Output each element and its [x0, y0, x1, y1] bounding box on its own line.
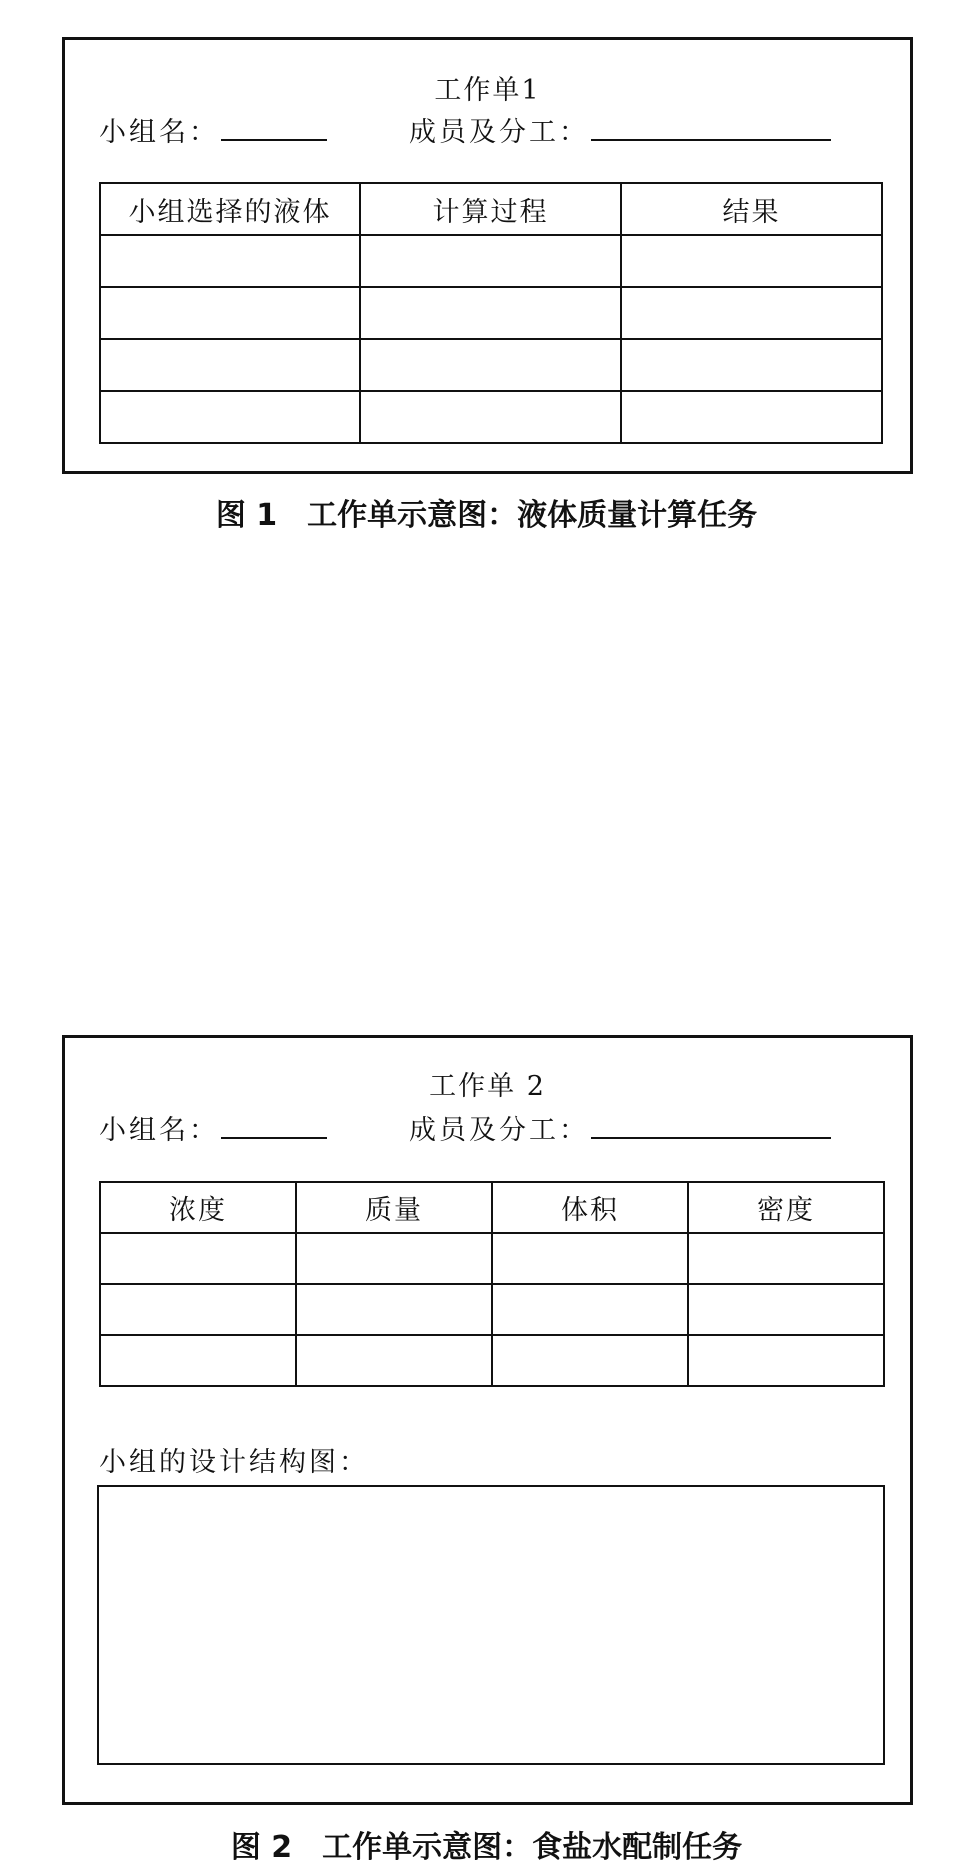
group-name-blank[interactable]: [221, 138, 327, 141]
table-header-row: [100, 1182, 884, 1233]
table-cell[interactable]: [688, 1335, 884, 1386]
table-row: [100, 339, 882, 391]
group-name-blank[interactable]: [221, 1136, 327, 1139]
table-cell[interactable]: [688, 1233, 884, 1284]
column-header: 浓度: [100, 1182, 296, 1233]
table-cell[interactable]: [100, 235, 360, 287]
table-cell[interactable]: [621, 235, 882, 287]
column-header: 计算过程: [360, 183, 621, 235]
table-cell[interactable]: [621, 287, 882, 339]
table-cell[interactable]: [492, 1335, 688, 1386]
column-header: 结果: [621, 183, 882, 235]
members-label: 成员及分工：: [409, 117, 589, 148]
members-blank[interactable]: [591, 1136, 831, 1139]
table-header-row: [100, 183, 882, 235]
table-row: [100, 1335, 884, 1386]
table-cell[interactable]: [492, 1284, 688, 1335]
table-row: [100, 1284, 884, 1335]
figure-1-caption: 图 1 工作单示意图：液体质量计算任务: [215, 498, 758, 533]
group-name-field: [99, 1108, 327, 1147]
table-row: [100, 287, 882, 339]
table-cell[interactable]: [100, 1335, 296, 1386]
salt-water-table: [99, 1181, 885, 1387]
design-diagram-label: 小组的设计结构图：: [99, 1447, 369, 1478]
group-name-label: 小组名：: [99, 1115, 219, 1146]
table-row: [100, 235, 882, 287]
table-cell[interactable]: [360, 235, 621, 287]
liquid-mass-table: [99, 182, 883, 444]
table-cell[interactable]: [360, 391, 621, 443]
table-row: [100, 391, 882, 443]
table-cell[interactable]: [100, 391, 360, 443]
table-cell[interactable]: [100, 339, 360, 391]
table-cell[interactable]: [688, 1284, 884, 1335]
table-cell[interactable]: [296, 1335, 492, 1386]
table-row: [100, 1233, 884, 1284]
column-header: 密度: [688, 1182, 884, 1233]
worksheet-1-title: 工作单1: [434, 75, 541, 106]
members-label: 成员及分工：: [409, 1115, 589, 1146]
members-blank[interactable]: [591, 138, 831, 141]
table-cell[interactable]: [621, 339, 882, 391]
column-header: 小组选择的液体: [100, 183, 360, 235]
column-header: 质量: [296, 1182, 492, 1233]
worksheet-2: [62, 1035, 913, 1805]
members-field: [409, 1108, 831, 1147]
table-cell[interactable]: [296, 1233, 492, 1284]
table-cell[interactable]: [100, 287, 360, 339]
figure-2-caption: 图 2 工作单示意图：食盐水配制任务: [230, 1830, 743, 1865]
group-name-label: 小组名：: [99, 117, 219, 148]
table-cell[interactable]: [360, 339, 621, 391]
column-header: 体积: [492, 1182, 688, 1233]
table-cell[interactable]: [492, 1233, 688, 1284]
worksheet-1: [62, 37, 913, 474]
design-diagram-box[interactable]: [97, 1485, 885, 1765]
table-cell[interactable]: [100, 1233, 296, 1284]
members-field: [409, 110, 831, 149]
group-name-field: [99, 110, 327, 149]
table-cell[interactable]: [100, 1284, 296, 1335]
worksheet-2-title: 工作单 2: [429, 1071, 546, 1102]
table-cell[interactable]: [621, 391, 882, 443]
table-cell[interactable]: [296, 1284, 492, 1335]
table-cell[interactable]: [360, 287, 621, 339]
